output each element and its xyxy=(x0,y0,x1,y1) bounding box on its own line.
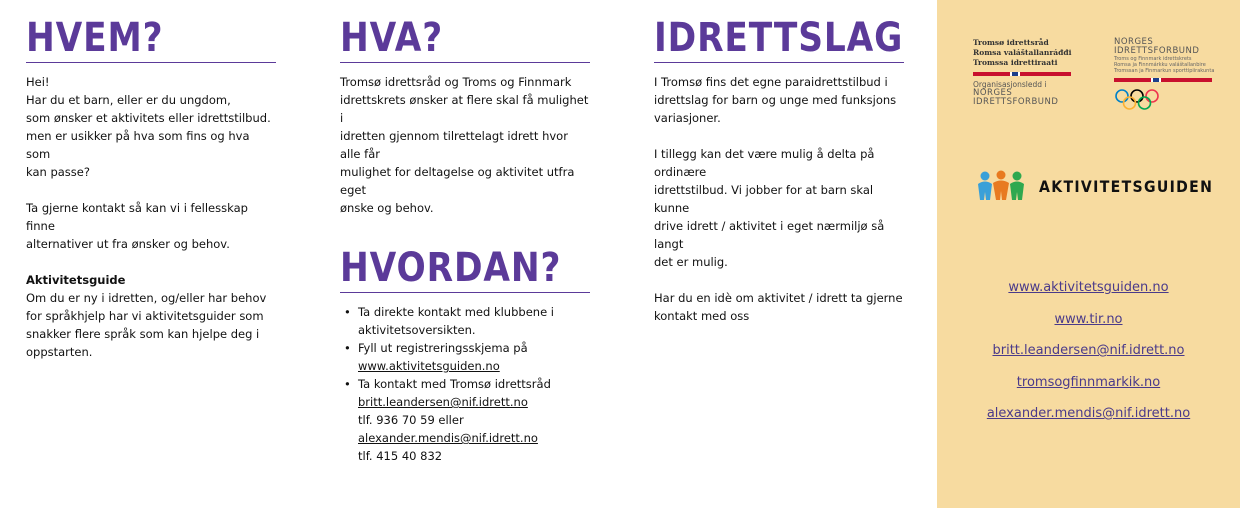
alexander-email-link[interactable]: alexander.mendis@nif.idrett.no xyxy=(358,431,538,445)
tromsogfinnmarkik-web-link[interactable]: tromsogfinnmarkik.no xyxy=(1016,374,1161,390)
aktivitetsguiden-logo xyxy=(975,170,1237,202)
idrettslag-p2: I tillegg kan det være mulig å delta på ordinære idrettstilbud. Vi jobber for at barn skal kunne drive idrett / aktivitet i eget nærmiljø så langt det er mulig. xyxy=(654,147,885,269)
idrettslag-body xyxy=(654,73,904,325)
hvem-body xyxy=(26,73,276,361)
aktivitetsguide-title: Aktivitetsguide xyxy=(26,273,126,287)
tir-web-link[interactable]: www.tir.no xyxy=(1054,311,1123,327)
logo-tir-nif-1: NORGES xyxy=(973,88,1013,98)
olympic-rings-icon xyxy=(1114,88,1160,112)
troms-finnmark-logo xyxy=(1114,38,1214,116)
people-group-icon xyxy=(975,170,1027,202)
logo-nif-name-2: IDRETTSFORBUND xyxy=(1114,46,1200,56)
hvordan-heading: HVORDAN? xyxy=(340,245,562,291)
hvordan-section xyxy=(340,245,590,465)
alexander-phone: tlf. 415 40 832 xyxy=(358,449,443,463)
logo-tir-sub: Organisasjonsledd i xyxy=(973,80,1047,89)
britt-email-panel-link[interactable]: britt.leandersen@nif.idrett.no xyxy=(992,343,1185,358)
tromso-idrettsrad-logo xyxy=(973,38,1073,107)
norway-flag-stripe xyxy=(1114,78,1212,82)
hvordan-list xyxy=(340,303,590,465)
logo-tir-line-3: Tromssa idrettiraati xyxy=(973,58,1058,67)
hvem-section xyxy=(26,0,276,361)
logo-nif-name-1: NORGES xyxy=(1114,37,1154,47)
list-item xyxy=(340,375,590,465)
alexander-email-panel-link[interactable]: alexander.mendis@nif.idrett.no xyxy=(986,406,1191,421)
contact-panel xyxy=(937,0,1240,508)
hva-divider xyxy=(340,62,590,63)
idrettslag-p1: I Tromsø fins det egne paraidrettstilbud i idrettslag for barn og unge med funksjons variasjoner. xyxy=(654,75,897,125)
hvordan-divider xyxy=(340,292,590,293)
hvem-contact: Ta gjerne kontakt så kan vi i fellesskap finne alternativer ut fra ønsker og behov. xyxy=(26,201,248,251)
idrettslag-section xyxy=(654,0,904,325)
hvem-divider xyxy=(26,62,276,63)
list-item xyxy=(340,339,590,375)
hvordan-item-1: • Ta direkte kontakt med klubbene i aktivitetsoversikten. xyxy=(358,305,554,337)
logo-tir-line-2: Romsa valáštallanráđđi xyxy=(973,48,1072,57)
britt-email-link[interactable]: britt.leandersen@nif.idrett.no xyxy=(358,395,528,409)
logo-nif-tiny-2: Romsa ja Finnmárkku valáštallanbire xyxy=(1114,62,1206,68)
hva-body xyxy=(340,73,590,217)
hva-heading: HVA? xyxy=(340,15,444,61)
hvem-heading: HVEM? xyxy=(26,15,164,61)
contact-links xyxy=(937,278,1240,436)
hvordan-item-3: • Ta kontakt med Tromsø idrettsråd xyxy=(358,377,551,391)
logo-tir-nif-2: IDRETTSFORBUND xyxy=(973,97,1059,107)
aktivitetsguiden-link[interactable]: www.aktivitetsguiden.no xyxy=(358,359,500,373)
hva-text: Tromsø idrettsråd og Troms og Finnmark idrettskrets ønsker at flere skal få mulighet i idretten gjennom tilrettelagt idrett hvor alle får mulighet for deltagelse og aktivitet utfra eget ønske og behov. xyxy=(340,75,589,215)
idrettslag-p3: Har du en idè om aktivitet / idrett ta gjerne kontakt med oss xyxy=(654,291,903,323)
list-item xyxy=(340,303,590,339)
logo-nif-tiny-3: Tromssan ja Finmarkun sporttipiirakunta xyxy=(1114,68,1215,74)
hva-section xyxy=(340,0,590,217)
britt-phone: tlf. 936 70 59 eller xyxy=(358,413,464,427)
logo-nif-tiny-1: Troms og Finnmark idrettskrets xyxy=(1114,56,1192,62)
idrettslag-heading: IDRETTSLAG xyxy=(654,15,904,61)
hvordan-item-2: • Fyll ut registreringsskjema på xyxy=(358,341,528,355)
aktivitetsguide-text: Om du er ny i idretten, og/eller har behov for språkhjelp har vi aktivitetsguider som snakker flere språk som kan hjelpe deg i oppstarten. xyxy=(26,291,267,359)
aktivitetsguiden-brand: AKTIVITETSGUIDEN xyxy=(1039,176,1214,196)
norway-flag-stripe xyxy=(973,72,1071,76)
idrettslag-divider xyxy=(654,62,904,63)
aktivitetsguiden-web-link[interactable]: www.aktivitetsguiden.no xyxy=(1008,280,1169,295)
hvem-intro: Hei! Har du et barn, eller er du ungdom, som ønsker et aktivitets eller idrettstilbud. men er usikker på hva som fins og hva som kan passe? xyxy=(26,75,271,179)
logo-tir-line-1: Tromsø idrettsråd xyxy=(973,38,1049,47)
